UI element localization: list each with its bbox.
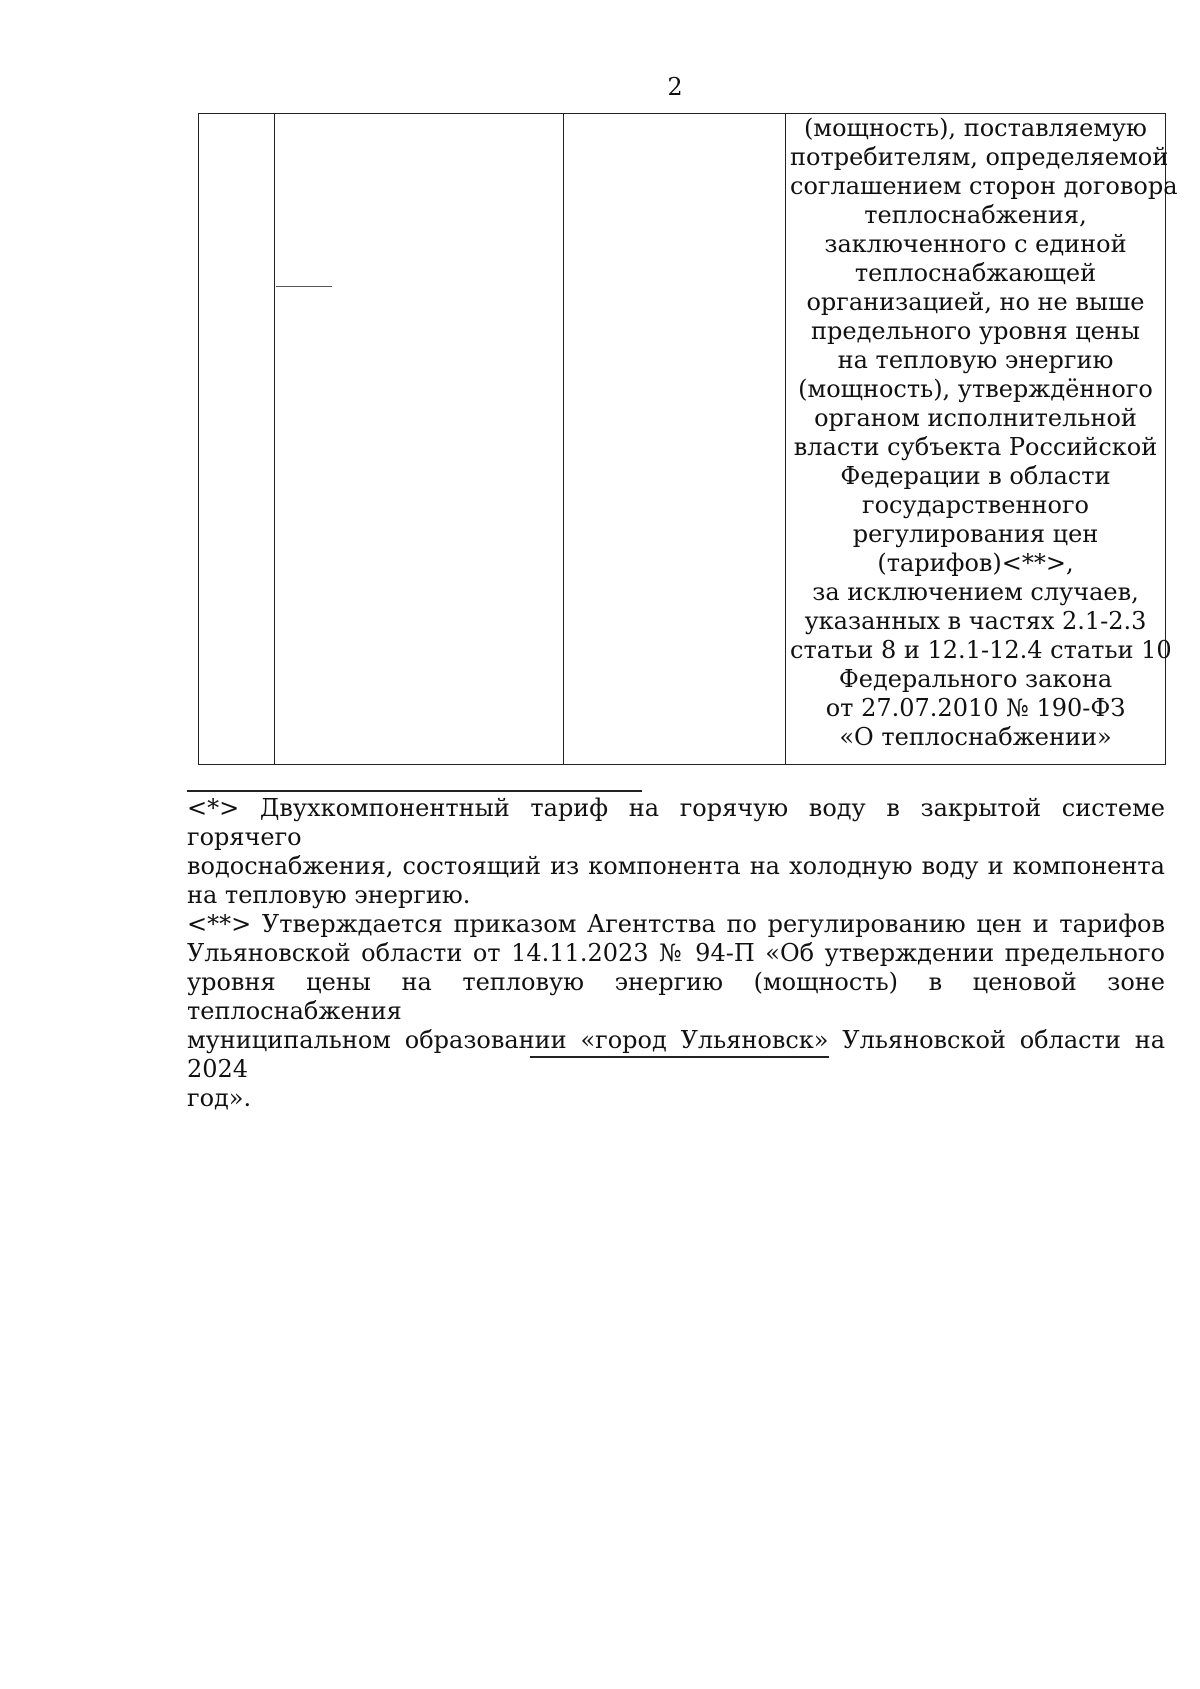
description-line: регулирования цен [852, 520, 1099, 548]
description-line: государственного [862, 491, 1089, 519]
description-line: организацией, но не выше [806, 288, 1145, 316]
footnote-line: <**> Утверждается приказом Агентства по регулированию цен и тарифов [187, 910, 1165, 938]
footnote-separator [187, 790, 642, 792]
footnote-line: год». [187, 1084, 252, 1112]
description-line: теплоснабжения, [864, 201, 1087, 229]
scan-mark [276, 286, 332, 287]
description-line: заключенного с единой [824, 230, 1127, 258]
table-cell-unit [564, 114, 786, 765]
table-row [199, 114, 1166, 765]
table-cell-description [786, 114, 1178, 765]
description-line: Федерации в области [840, 462, 1111, 490]
tariff-table [198, 113, 1178, 765]
description-line: от 27.07.2010 № 190-ФЗ [825, 694, 1126, 722]
description-line: соглашением сторон договора [790, 172, 1178, 200]
footnote-single-asterisk [187, 794, 1165, 910]
page-number: 2 [667, 73, 683, 101]
description-line: статьи 8 и 12.1-12.4 статьи 10 [790, 636, 1172, 664]
footnote-double-asterisk [187, 910, 1165, 1113]
footnote-line: муниципальном образовании «город Ульяновск» Ульяновской области на 2024 [187, 1026, 1165, 1083]
footnote-line: на тепловую энергию. [187, 881, 471, 909]
description-line: предельного уровня цены [811, 317, 1140, 345]
description-line: за исключением случаев, [812, 578, 1139, 606]
description-line: органом исполнительной [814, 404, 1137, 432]
description-line: (мощность), утверждённого [798, 375, 1153, 403]
footnote-line: уровня цены на тепловую энергию (мощность) в ценовой зоне теплоснабжения [187, 968, 1165, 1025]
footnote-line: <*> Двухкомпонентный тариф на горячую воду в закрытой системе горячего [187, 794, 1165, 851]
description-line: указанных в частях 2.1-2.3 [804, 607, 1147, 635]
description-line: (тарифов)<**>, [877, 549, 1074, 577]
description-line: потребителям, определяемой [790, 143, 1169, 171]
description-line: власти субъекта Российской [793, 433, 1158, 461]
footnote-line: Ульяновской области от 14.11.2023 № 94-П «Об утверждении предельного [187, 939, 1165, 967]
description-line: на тепловую энергию [837, 346, 1114, 374]
description-text [786, 114, 1178, 752]
footnotes [187, 794, 1165, 1113]
description-line: теплоснабжающей [854, 259, 1097, 287]
description-line: (мощность), поставляемую [804, 114, 1147, 142]
end-separator [530, 1056, 829, 1058]
description-line: Федерального закона [838, 665, 1113, 693]
description-line: «О теплоснабжении» [839, 723, 1112, 751]
table-cell-number [199, 114, 275, 765]
footnote-line: водоснабжения, состоящий из компонента на холодную воду и компонента [187, 852, 1165, 880]
table-cell-category [275, 114, 564, 765]
